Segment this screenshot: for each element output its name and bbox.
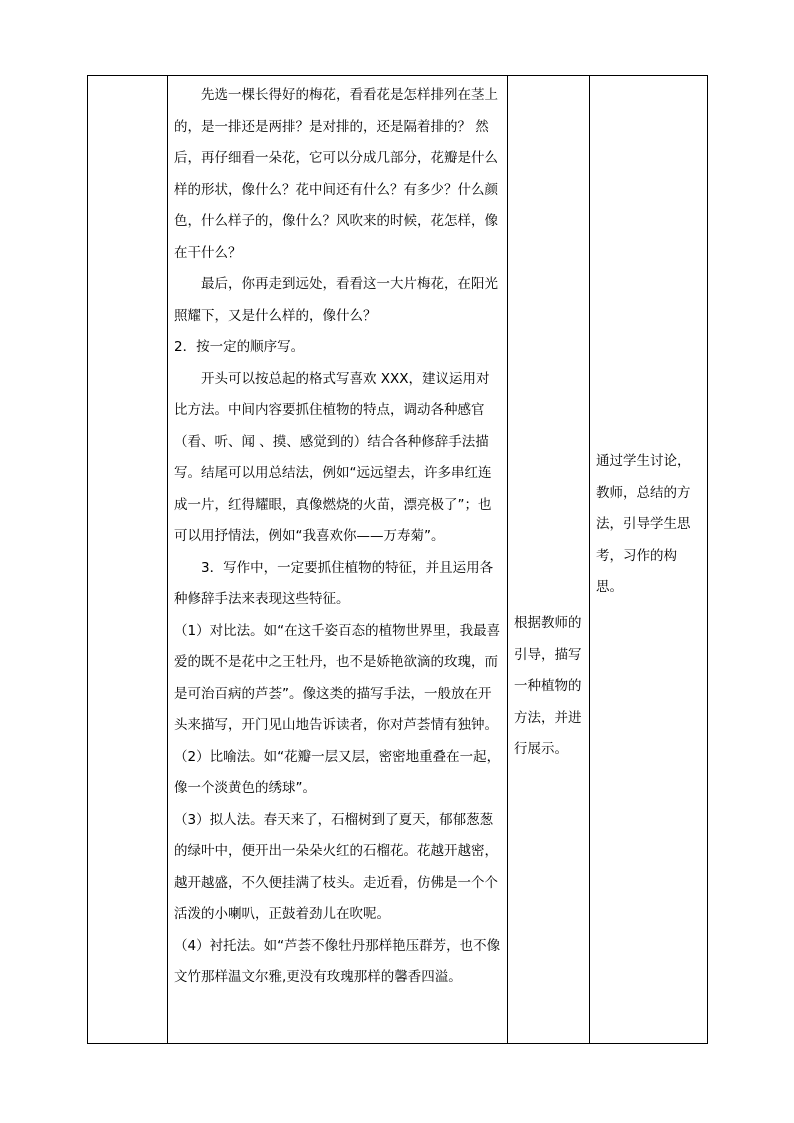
content-paragraph: （4）衬托法。如“芦荟不像牡丹那样艳压群芳，也不像文竹那样温文尔雅,更没有玫瑰那样的馨香四溢。 (174, 937, 501, 985)
content-paragraph: 3．写作中，一定要抓住植物的特征，并且运用各种修辞手法来表现这些特征。 (174, 559, 494, 607)
content-paragraph: 最后，你再走到远处，看看这一大片梅花，在阳光照耀下，又是什么样的，像什么？ (174, 276, 498, 324)
lesson-plan-table (87, 75, 708, 1044)
teaching-content-cell (168, 76, 508, 1044)
student-activity-cell (508, 76, 590, 1044)
content-paragraph: （3）拟人法。春天来了，石榴树到了夏天，郁郁葱葱的绿叶中，便开出一朵朵火红的石榴花。花越开越密，越开越盛，不久便挂满了枝头。走近看，仿佛是一个个活泼的小喇叭，正鼓着劲儿在吹呢。 (174, 811, 498, 922)
content-paragraph: 先选一棵长得好的梅花，看看花是怎样排列在茎上的，是一排还是两排？是对排的，还是隔着排的？ 然后，再仔细看一朵花，它可以分成几部分，花瓣是什么样的形状，像什么？花中间还有什么？有多少？什么颜色，什么样子的，像什么？风吹来的时候，花怎样，像在干什么？ (174, 87, 498, 261)
content-paragraph: （1）对比法。如“在这千姿百态的植物世界里，我最喜爱的既不是花中之王牡丹，也不是娇艳欲滴的玫瑰，而是可治百病的芦荟”。像这类的描写手法，一般放在开头来描写，开门见山地告诉读者，你对芦荟情有独钟。 (174, 622, 501, 733)
content-paragraph: 开头可以按总起的格式写喜欢 XXX，建议运用对比方法。中间内容要抓住植物的特点，调动各种感官（看、听、闻 、摸、感觉到的）结合各种修辞手法描写。结尾可以用总结法，例如“远远望去，许多串红连成一片，红得耀眼，真像燃烧的火苗，漂亮极了”；也可以用抒情法，例如“我喜欢你——万寿菊”。 (174, 370, 492, 544)
design-intent-cell (590, 76, 708, 1044)
student-activity-text: 根据教师的引导，描写一种植物的方法，并进行展示。 (514, 615, 582, 757)
content-paragraph: （2）比喻法。如“花瓣一层又层，密密地重叠在一起，像一个淡黄色的绣球”。 (174, 748, 501, 796)
content-paragraph: 2．按一定的顺序写。 (174, 339, 305, 355)
table-row (88, 76, 708, 1044)
design-intent-text: 通过学生讨论，教师，总结的方法，引导学生思考，习作的构思。 (596, 453, 691, 595)
empty-column-cell (88, 76, 168, 1044)
teaching-content (168, 76, 507, 994)
